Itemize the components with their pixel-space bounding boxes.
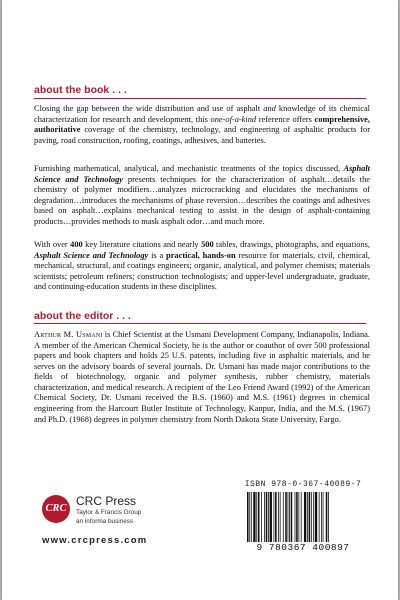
- publisher-name: CRC Press: [76, 494, 137, 508]
- publisher-url: www.crcpress.com: [42, 535, 148, 546]
- about-editor-divider: [34, 323, 366, 324]
- barcode-digits: 9 780367 400897: [256, 542, 350, 553]
- barcode-icon: [246, 492, 360, 542]
- about-book-divider: [34, 98, 366, 99]
- about-editor-heading: about the editor . . .: [34, 310, 131, 322]
- editor-name: Arthur M. Usmani: [34, 330, 103, 339]
- book-back-cover: [2, 0, 398, 600]
- isbn-label: ISBN 978-0-367-40089-7: [244, 480, 362, 489]
- publisher-group: Taylor & Francis Group an informa business: [76, 509, 142, 525]
- crc-logo-icon: CRC: [42, 495, 70, 523]
- about-book-paragraph-3: With over 400 key literature citations and nearly 500 tables, drawings, photographs, and equations, Asphalt Science and Technology is a practical, hands-on resource for materials, civil, chemical, mechanical, structural, and coatings engineers; organic, analytical, and polymer chemists; materials scientists; petroleum refiners; construction technologists; and upper-level undergraduate, graduate, and continuing-education students in these disciplines.: [34, 240, 371, 292]
- about-book-paragraph-2: Furnishing mathematical, analytical, and mechanistic treatments of the topics discussed, Asphalt Science and Technology presents techniques for the characterization of asphalt…details the chemistry of polymer modifiers…analyzes microcracking and elucidates the mechanisms of degradation…introduces the mechanisms of phase reversion…describes the coatings and adhesives based on asphalt…explains mechanical testing to assist in the design of asphalt-containing products…provides methods to mask asphalt odor…and much more.: [34, 164, 371, 226]
- about-book-paragraph-1: Closing the gap between the wide distribution and use of asphalt and knowledge of its chemical characterization for research and development, this one-of-a-kind reference offers comprehensive, authoritative coverage of the chemistry, technology, and engineering of asphaltic products for paving, road construction, roofing, coatings, adhesives, and batteries.: [34, 104, 370, 145]
- about-editor-paragraph: Arthur M. Usmani is Chief Scientist at the Usmani Development Company, Indianapolis, Indiana. A member of the American Chemical Society, he is the author or coauthor of over 500 professional papers and book chapters and holds 25 U.S. patents, including five in asphaltic materials, and he serves on the advisory boards of several journals. Dr. Usmani has made major contributions to the fields of biotechnology, organic and polymer synthesis, rubber chemistry, materials characterization, and medical research. A recipient of the Leo Friend Award (1992) of the American Chemical Society, Dr. Usmani received the B.S. (1960) and M.S. (1961) degrees in chemical engineering from the Harcourt Butler Institute of Technology, Kanpur, India, and the M.S. (1967) and Ph.D. (1968) degrees in polymer chemistry from North Dakota State University, Fargo.: [34, 330, 370, 424]
- about-book-heading: about the book . . .: [34, 84, 127, 96]
